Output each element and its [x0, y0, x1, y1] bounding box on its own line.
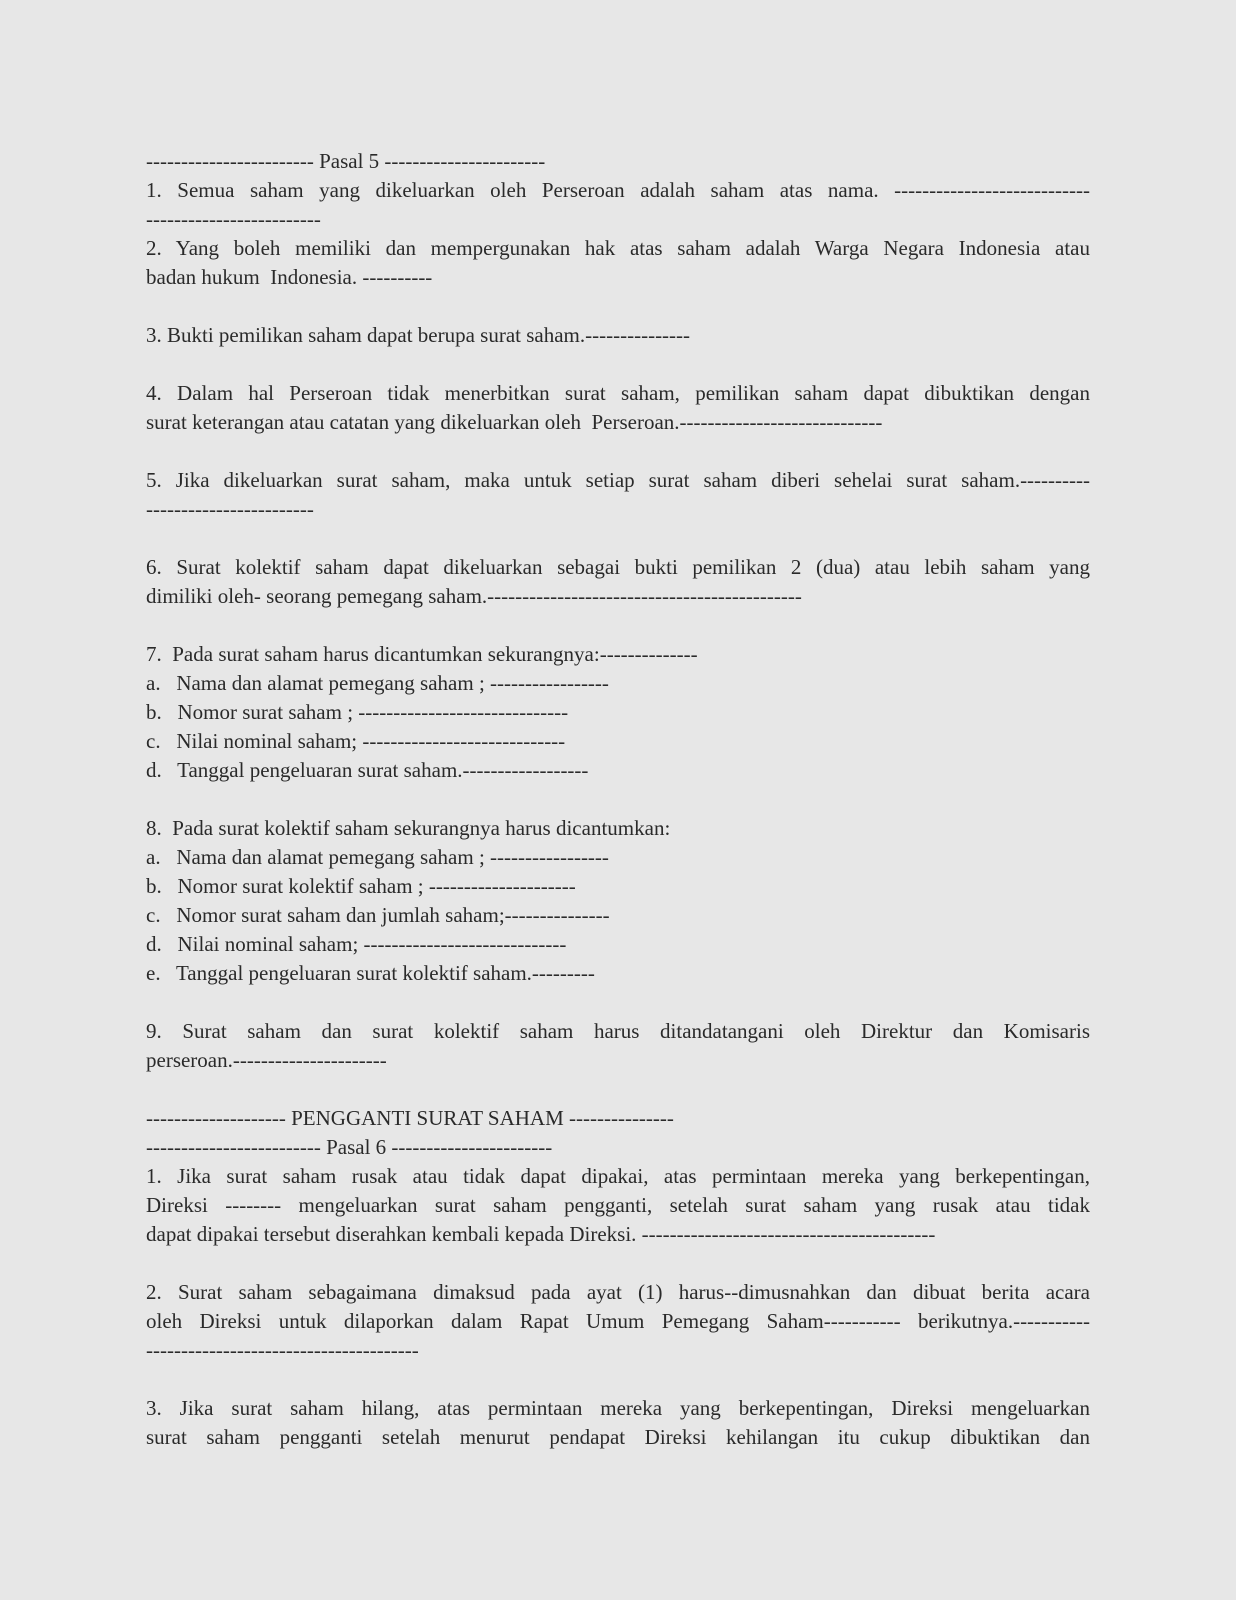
pasal-5-item-8-sub-d: d. Nilai nominal saham; -----------------------------: [146, 932, 567, 956]
pasal-5-item-1-line-2: -------------------------: [146, 207, 321, 231]
pasal-5-item-6-line-1: 6. Surat kolektif saham dapat dikeluarkan sebagai bukti pemilikan 2 (dua) atau lebih saham yang: [146, 555, 1090, 579]
spacer: [146, 785, 1090, 814]
pasal-5-item-2-line-1: 2. Yang boleh memiliki dan mempergunakan hak atas saham adalah Warga Negara Indonesia atau: [146, 236, 1090, 260]
pasal-5-item-5-line-2: ------------------------: [146, 497, 314, 521]
pasal-5-item-4-line-1: 4. Dalam hal Perseroan tidak menerbitkan surat saham, pemilikan saham dapat dibuktikan dengan: [146, 381, 1090, 405]
pasal-5-item-6-line-2: dimiliki oleh- seorang pemegang saham.---------------------------------------------: [146, 584, 802, 608]
pasal-5-item-2-line-2: badan hukum Indonesia. ----------: [146, 265, 433, 289]
spacer: [146, 1249, 1090, 1278]
pasal-5-item-7-sub-d: d. Tanggal pengeluaran surat saham.------------------: [146, 758, 589, 782]
pasal-5-item-8-sub-e: e. Tanggal pengeluaran surat kolektif saham.---------: [146, 961, 595, 985]
pasal-5-item-5-line-1: 5. Jika dikeluarkan surat saham, maka untuk setiap surat saham diberi sehelai surat saham.----------: [146, 468, 1090, 492]
pasal-6-item-2-line-1: 2. Surat saham sebagaimana dimaksud pada ayat (1) harus--dimusnahkan dan dibuat berita acara: [146, 1280, 1090, 1304]
spacer: [146, 1365, 1090, 1394]
pasal-5-item-7-sub-b: b. Nomor surat saham ; ------------------------------: [146, 700, 569, 724]
spacer: [146, 988, 1090, 1017]
pasal-5-item-3: 3. Bukti pemilikan saham dapat berupa surat saham.---------------: [146, 323, 691, 347]
pasal-5-item-7-sub-c: c. Nilai nominal saham; -----------------------------: [146, 729, 566, 753]
pasal-5-item-1-line-1: 1. Semua saham yang dikeluarkan oleh Perseroan adalah saham atas nama. ----------------------------: [146, 178, 1090, 202]
pasal-5-item-8-sub-b: b. Nomor surat kolektif saham ; ---------------------: [146, 874, 576, 898]
spacer: [146, 350, 1090, 379]
pasal-5-item-9-line-1: 9. Surat saham dan surat kolektif saham harus ditandatangani oleh Direktur dan Komisaris: [146, 1019, 1090, 1043]
pasal-5-item-7-sub-a: a. Nama dan alamat pemegang saham ; -----------------: [146, 671, 609, 695]
pasal-6-item-1-line-2: Direksi -------- mengeluarkan surat saham pengganti, setelah surat saham yang rusak atau tidak: [146, 1193, 1090, 1217]
document-page: [146, 147, 1090, 1452]
pasal-5-item-7-intro: 7. Pada surat saham harus dicantumkan sekurangnya:--------------: [146, 642, 698, 666]
pasal-5-item-4-line-2: surat keterangan atau catatan yang dikeluarkan oleh Perseroan.-----------------------------: [146, 410, 883, 434]
pasal-6-heading: ------------------------- Pasal 6 -----------------------: [146, 1135, 553, 1159]
pasal-5-item-8-intro: 8. Pada surat kolektif saham sekurangnya harus dicantumkan:: [146, 816, 671, 840]
pasal-5-item-9-line-2: perseroan.----------------------: [146, 1048, 387, 1072]
pasal-6-item-1-line-3: dapat dipakai tersebut diserahkan kembali kepada Direksi. ------------------------------------------: [146, 1222, 936, 1246]
spacer: [146, 1075, 1090, 1104]
pasal-6-item-2-line-3: ---------------------------------------: [146, 1338, 419, 1362]
pasal-5-item-8-sub-a: a. Nama dan alamat pemegang saham ; -----------------: [146, 845, 609, 869]
pengganti-surat-saham-heading: -------------------- PENGGANTI SURAT SAHAM ---------------: [146, 1106, 674, 1130]
pasal-5-item-8-sub-c: c. Nomor surat saham dan jumlah saham;---------------: [146, 903, 610, 927]
pasal-6-item-2-line-2: oleh Direksi untuk dilaporkan dalam Rapat Umum Pemegang Saham----------- berikutnya.-----------: [146, 1309, 1090, 1333]
pasal-5-heading: ------------------------ Pasal 5 -----------------------: [146, 149, 546, 173]
spacer: [146, 611, 1090, 640]
spacer: [146, 524, 1090, 553]
spacer: [146, 437, 1090, 466]
spacer: [146, 292, 1090, 321]
pasal-6-item-3-line-2: surat saham pengganti setelah menurut pendapat Direksi kehilangan itu cukup dibuktikan dan: [146, 1425, 1090, 1449]
pasal-6-item-3-line-1: 3. Jika surat saham hilang, atas permintaan mereka yang berkepentingan, Direksi mengeluarkan: [146, 1396, 1090, 1420]
pasal-6-item-1-line-1: 1. Jika surat saham rusak atau tidak dapat dipakai, atas permintaan mereka yang berkepentingan,: [146, 1164, 1090, 1188]
